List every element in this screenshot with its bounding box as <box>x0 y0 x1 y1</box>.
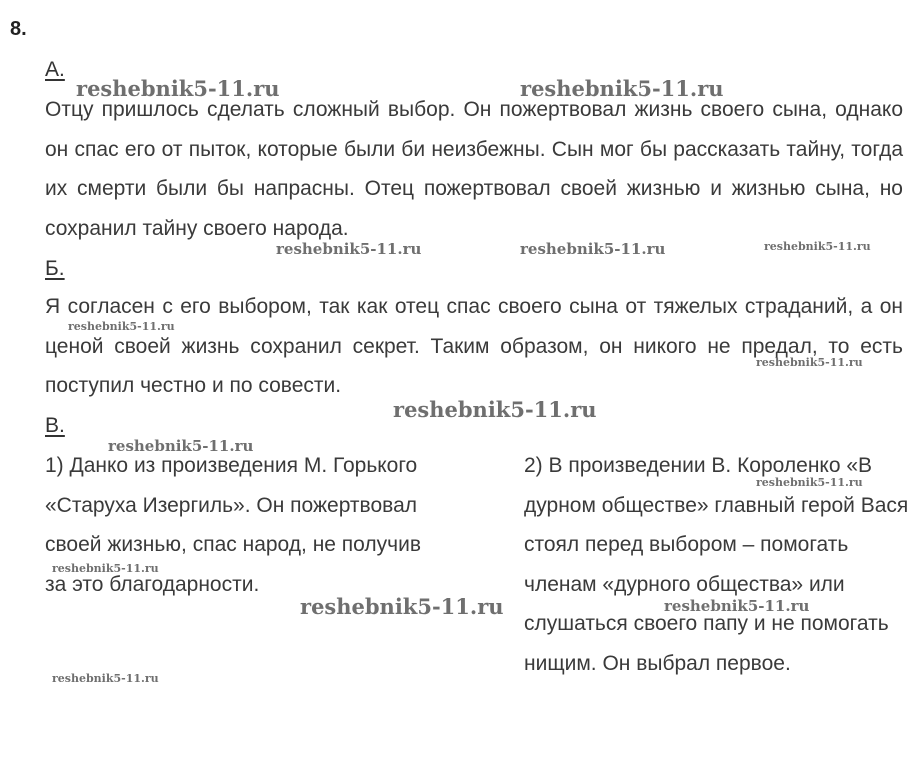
watermark: reshebnik5-11.ru <box>520 76 724 101</box>
watermark: reshebnik5-11.ru <box>520 240 666 258</box>
watermark: reshebnik5-11.ru <box>68 320 175 333</box>
watermark: reshebnik5-11.ru <box>300 594 504 619</box>
section-a-label: А. <box>45 58 65 81</box>
task-number: 8. <box>10 18 27 40</box>
watermark: reshebnik5-11.ru <box>764 240 871 253</box>
watermark: reshebnik5-11.ru <box>276 240 422 258</box>
watermark: reshebnik5-11.ru <box>664 597 810 615</box>
section-v-left-column: 1) Данко из произведения М. Горького «Старуха Изергиль». Он пожертвовал своей жизнью, спас народ, не получив за это благодарности. <box>45 454 421 596</box>
watermark: reshebnik5-11.ru <box>108 437 254 455</box>
section-v-right-column: 2) В произведении В. Короленко «В дурном обществе» главный герой Вася стоял перед выбором – помогать членам «дурного общества» или слушаться своего папу и не помогать нищим. Он выбрал первое. <box>524 454 909 675</box>
watermark: reshebnik5-11.ru <box>52 562 159 575</box>
watermark: reshebnik5-11.ru <box>756 356 863 369</box>
section-b-text: Я согласен с его выбором, так как отец спас своего сына от тяжелых страданий, а он ценой своей жизнь сохранил секрет. Таким образом, он никого не предал, то есть поступил честно и по совести. <box>45 295 903 397</box>
section-a-text: Отцу пришлось сделать сложный выбор. Он пожертвовал жизнь своего сына, однако он спас его от пыток, которые были би неизбежны. Сын мог бы рассказать тайну, тогда их смерти были бы напрасны. Отец пожертвовал своей жизнью и жизнью сына, но сохранил тайну своего народа. <box>45 98 903 240</box>
watermark: reshebnik5-11.ru <box>756 476 863 489</box>
section-b-label: Б. <box>45 257 65 280</box>
watermark: reshebnik5-11.ru <box>52 672 159 685</box>
watermark: reshebnik5-11.ru <box>393 397 597 422</box>
watermark: reshebnik5-11.ru <box>76 76 280 101</box>
section-v-label: В. <box>45 414 65 437</box>
